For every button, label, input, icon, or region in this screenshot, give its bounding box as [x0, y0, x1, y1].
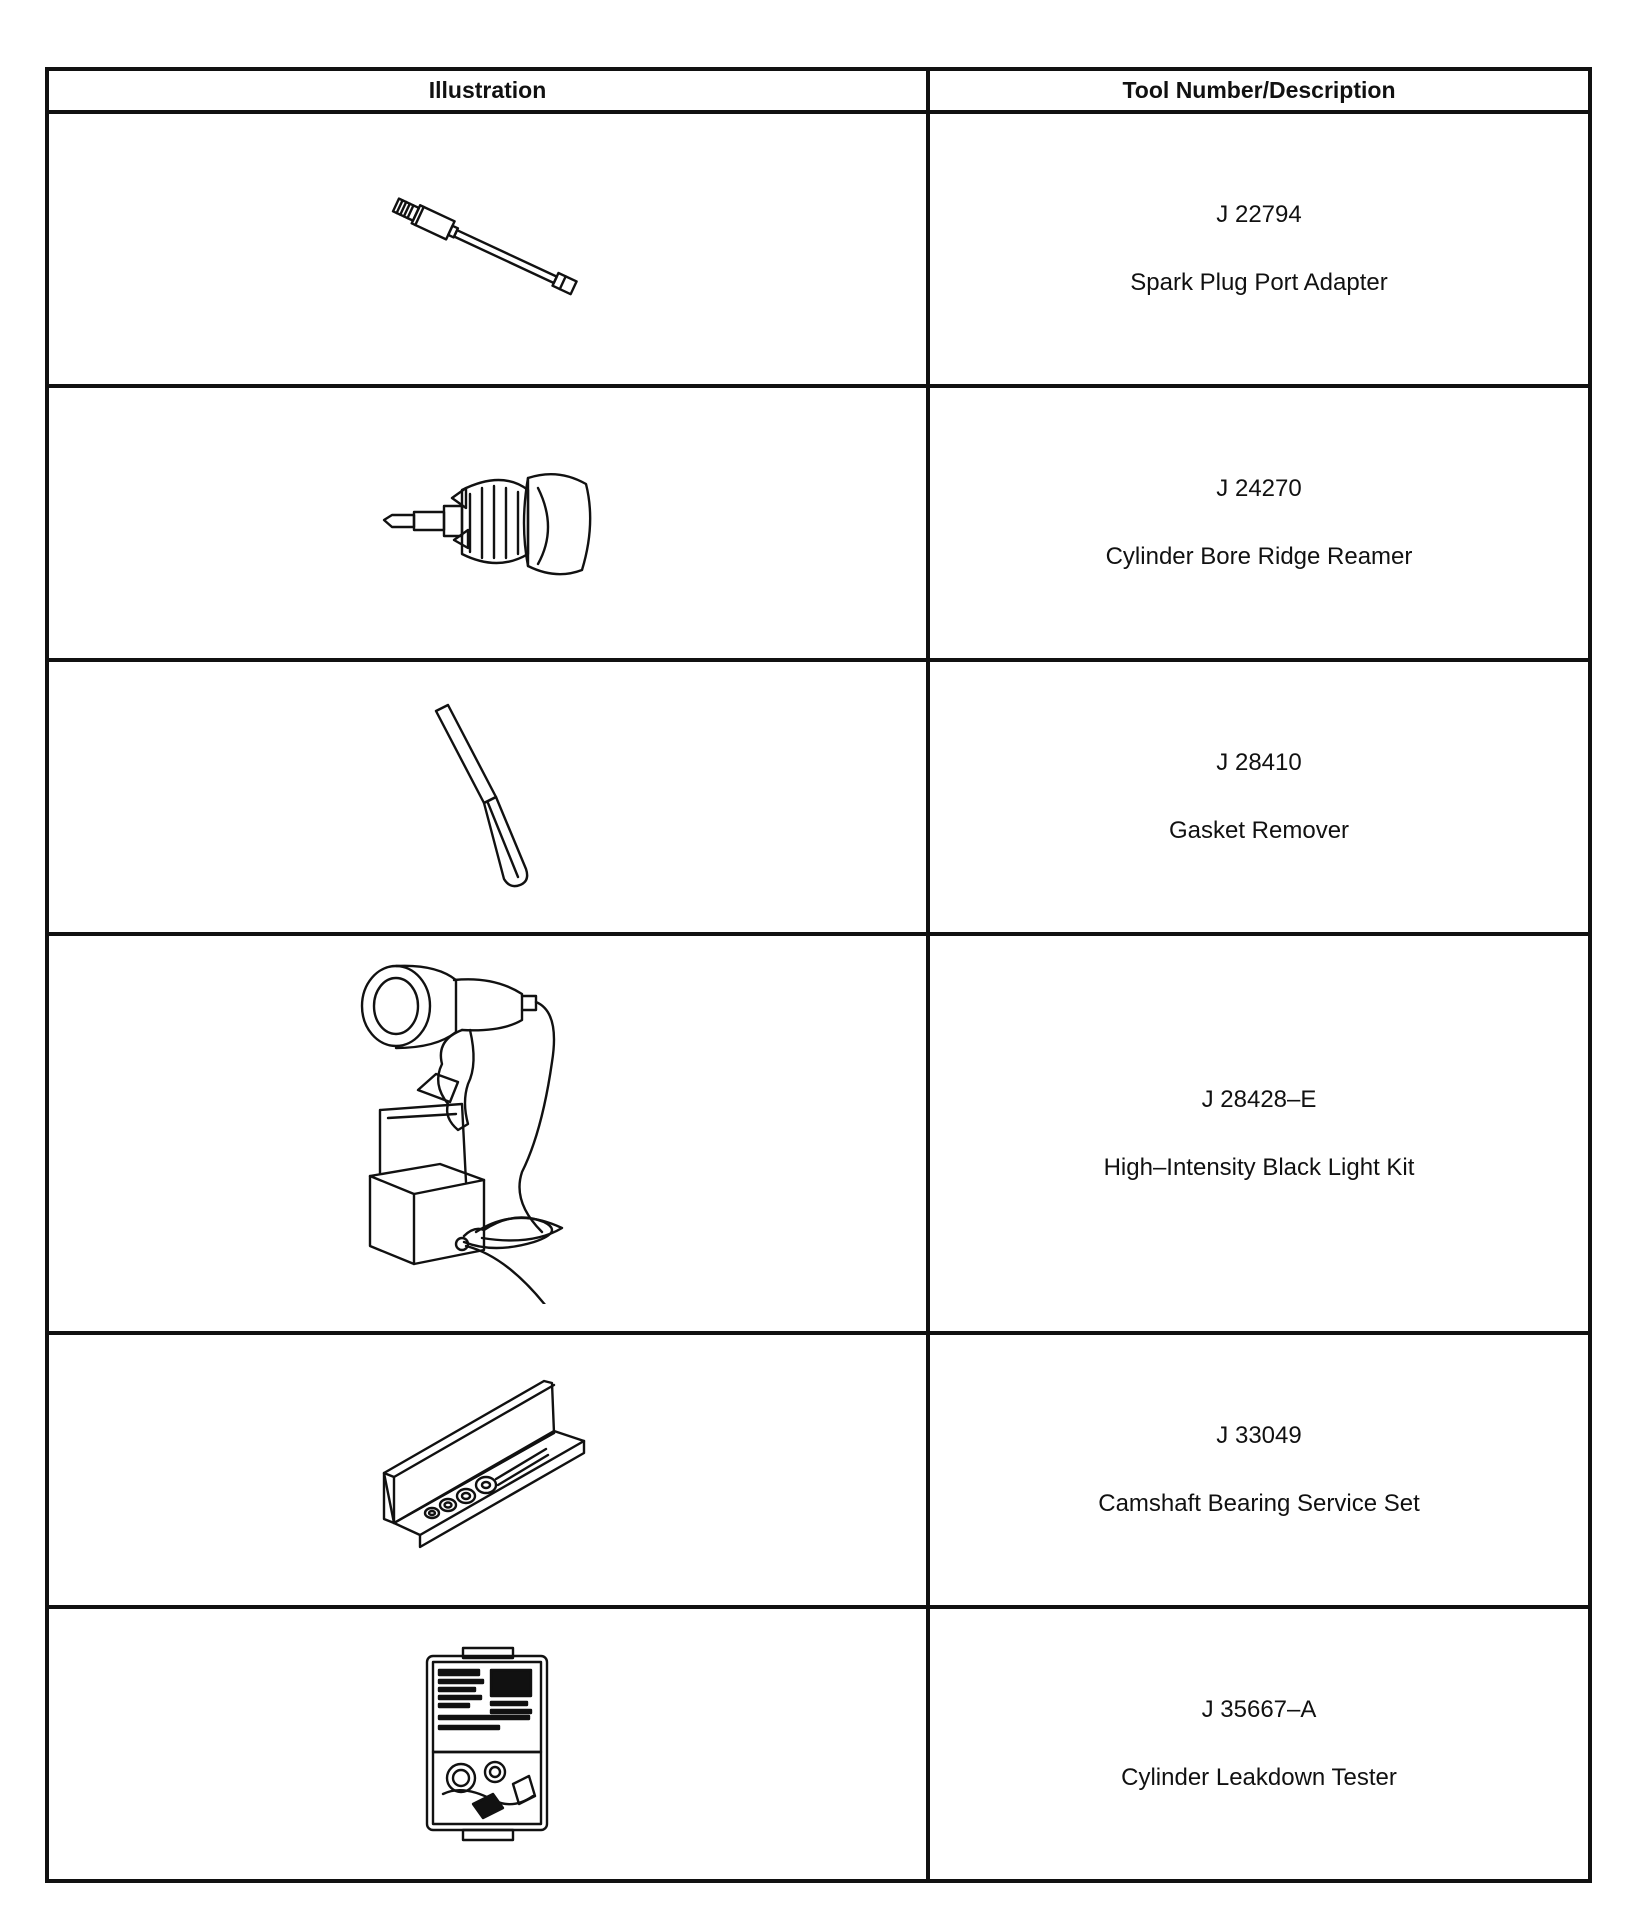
tool-number: J 28428–E [1201, 1085, 1317, 1113]
tool-description: Cylinder Leakdown Tester [1121, 1764, 1397, 1791]
header-illustration: Illustration [47, 69, 928, 112]
leakdown-tester-icon [413, 1644, 563, 1844]
table-row [47, 386, 1590, 660]
illustration-cell [47, 934, 928, 1333]
tool-cell [928, 112, 1590, 386]
tool-description: Cylinder Bore Ridge Reamer [1105, 543, 1413, 570]
gasket-remover-icon [418, 697, 558, 897]
illustration-cell [47, 1607, 928, 1881]
tools-table [45, 67, 1592, 1883]
black-light-kit-icon [358, 964, 618, 1304]
tool-description: Spark Plug Port Adapter [1130, 269, 1388, 296]
header-tool-number-description: Tool Number/Description [928, 69, 1590, 112]
tool-number: J 33049 [1216, 1422, 1302, 1449]
table-row [47, 660, 1590, 934]
table-row [47, 112, 1590, 386]
tool-cell [928, 1607, 1590, 1881]
table-row [47, 1607, 1590, 1881]
tool-description: Gasket Remover [1168, 817, 1350, 844]
tool-cell [928, 934, 1590, 1333]
camshaft-bearing-set-icon [378, 1375, 598, 1565]
table-row [47, 1333, 1590, 1607]
illustration-cell [47, 1333, 928, 1607]
tool-description: High–Intensity Black Light Kit [1103, 1153, 1415, 1181]
illustration-cell [47, 386, 928, 660]
spark-plug-port-adapter-icon [378, 189, 598, 309]
tool-number: J 22794 [1216, 201, 1302, 228]
tool-cell [928, 660, 1590, 934]
ridge-reamer-icon [378, 458, 598, 588]
tool-number: J 28410 [1216, 749, 1302, 776]
tool-number: J 24270 [1216, 475, 1302, 502]
tool-cell [928, 386, 1590, 660]
tool-description: Camshaft Bearing Service Set [1098, 1490, 1420, 1517]
illustration-cell [47, 660, 928, 934]
illustration-cell [47, 112, 928, 386]
table-row [47, 934, 1590, 1333]
tool-cell [928, 1333, 1590, 1607]
tool-number: J 35667–A [1201, 1696, 1317, 1723]
header-row [47, 69, 1590, 112]
